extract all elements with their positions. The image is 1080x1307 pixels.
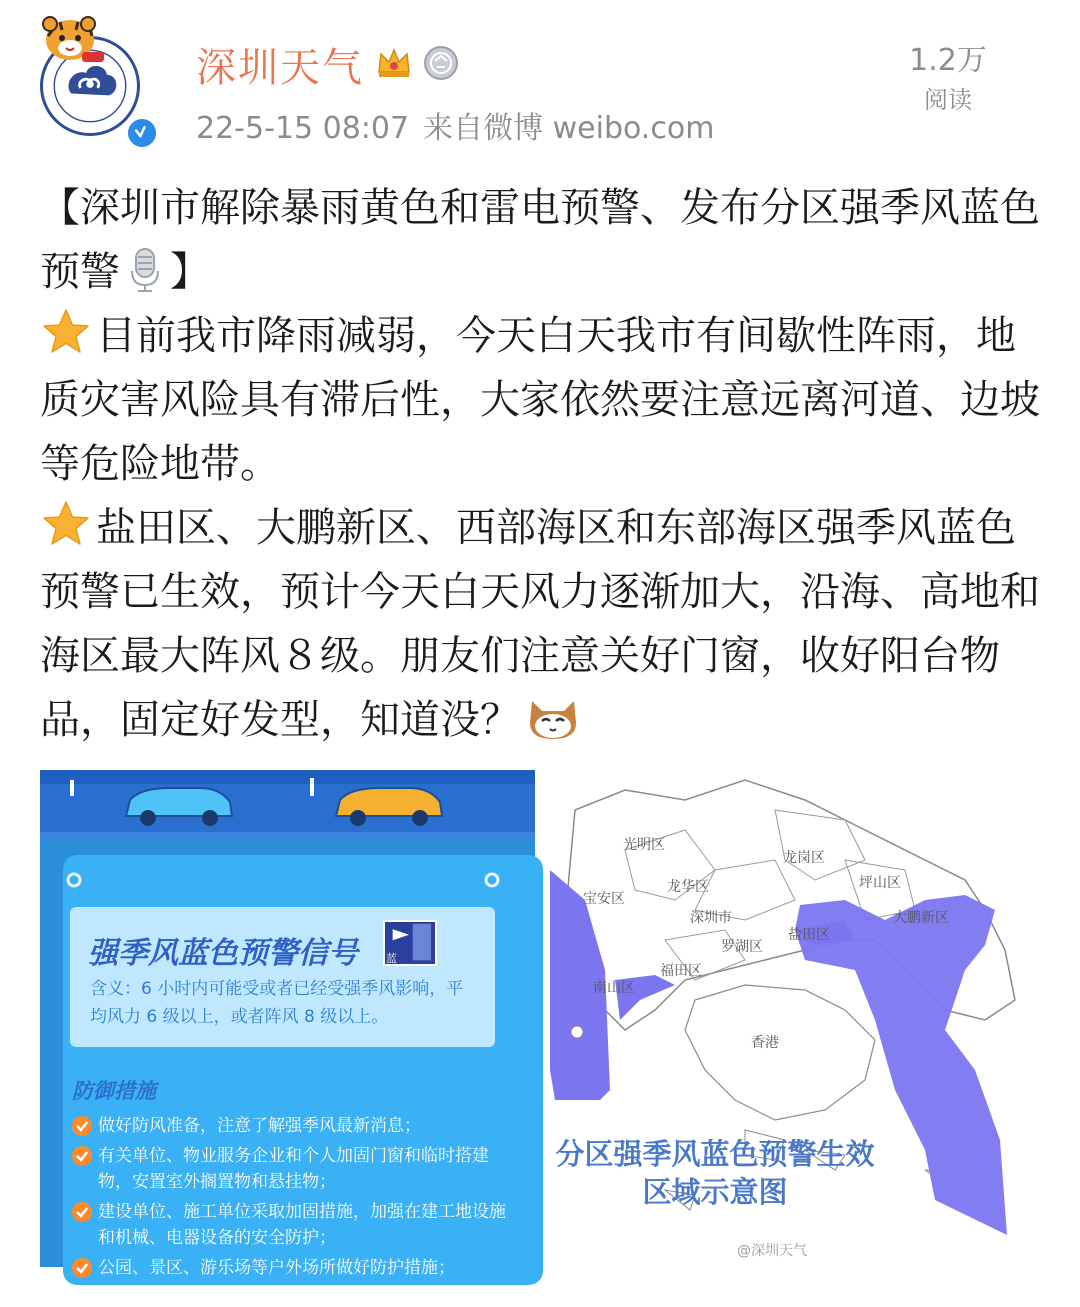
check-icon bbox=[72, 1258, 92, 1278]
signal-title: 强季风蓝色预警信号 bbox=[88, 936, 358, 971]
avatar[interactable] bbox=[30, 8, 160, 143]
measures-list bbox=[72, 1113, 512, 1285]
measure-text: 建设单位、施工单位采取加固措施，加强在建工地设施和机械、电器设备的安全防护； bbox=[98, 1202, 506, 1248]
map-caption-line2: 区域示意图 bbox=[642, 1175, 788, 1209]
district-label: 大鹏新区 bbox=[893, 910, 949, 926]
medal-icon[interactable] bbox=[422, 42, 460, 82]
district-label: 龙岗区 bbox=[783, 850, 825, 866]
district-label: 坪山区 bbox=[859, 875, 901, 891]
post-title-close: 】 bbox=[170, 249, 210, 295]
signal-badge-label: 蓝 bbox=[386, 952, 397, 965]
post-timestamp[interactable]: 22-5-15 08:07 bbox=[196, 111, 410, 146]
measure-text: 公园、景区、游乐场等户外场所做好防护措施； bbox=[98, 1258, 455, 1278]
post-paragraph-2-text: 盐田区、大鹏新区、西部海区和东部海区强季风蓝色预警已生效，预计今天白天风力逐渐加大，沿海、高地和海区最大阵风８级。朋友们注意关好门窗，收好阳台物品，固定好发型，知道没？ bbox=[40, 505, 1040, 743]
list-item bbox=[72, 1113, 512, 1139]
list-item bbox=[72, 1199, 512, 1251]
verified-badge-icon bbox=[125, 116, 159, 150]
district-label: 深圳市 bbox=[690, 910, 732, 926]
tiger-mascot-icon bbox=[30, 8, 110, 78]
list-item bbox=[72, 1143, 512, 1195]
district-label: 南山区 bbox=[593, 980, 635, 996]
star-emoji-icon bbox=[40, 308, 92, 356]
post-paragraph-1 bbox=[40, 304, 1040, 496]
post-title-text: 【深圳市解除暴雨黄色和雷电预警、发布分区强季风蓝色预警 bbox=[40, 185, 1040, 295]
district-label: 香港 bbox=[751, 1035, 779, 1051]
warning-map-image[interactable] bbox=[545, 770, 1040, 1267]
star-emoji-icon bbox=[40, 500, 92, 548]
crown-icon[interactable] bbox=[374, 42, 414, 82]
check-icon bbox=[72, 1146, 92, 1166]
signal-meaning: 含义：6 小时内可能受或者已经受强季风影响，平均风力 6 级以上，或者阵风 8 级以上。 bbox=[90, 979, 464, 1027]
post-title bbox=[40, 176, 1040, 304]
post-meta bbox=[196, 103, 728, 147]
post-source: 来自微博 weibo.com bbox=[423, 111, 715, 146]
measure-text: 有关单位、物业服务企业和个人加固门窗和临时搭建物，安置室外搁置物和悬挂物； bbox=[98, 1146, 489, 1192]
district-label: 福田区 bbox=[660, 963, 702, 979]
post-paragraph-2 bbox=[40, 496, 1040, 752]
post-body bbox=[40, 176, 1040, 752]
map-watermark: @深圳天气 bbox=[737, 1243, 807, 1259]
measure-text: 做好防风准备，注意了解强季风最新消息； bbox=[98, 1116, 421, 1136]
map-caption bbox=[545, 1135, 885, 1211]
read-count-label: 阅读 bbox=[924, 86, 972, 114]
district-label: 盐田区 bbox=[788, 927, 830, 943]
measures-title: 防御措施 bbox=[72, 1079, 156, 1103]
district-label: 光明区 bbox=[623, 837, 665, 853]
district-label: 罗湖区 bbox=[721, 939, 763, 955]
district-label: 宝安区 bbox=[583, 891, 625, 907]
user-name[interactable]: 深圳天气 bbox=[196, 45, 364, 91]
warning-signal-image[interactable] bbox=[40, 770, 535, 1278]
list-item bbox=[72, 1255, 512, 1281]
cat-emoji-icon bbox=[526, 693, 580, 743]
post-paragraph-1-text: 目前我市降雨减弱，今天白天我市有间歇性阵雨，地质灾害风险具有滞后性，大家依然要注意远离河道、边坡等危险地带。 bbox=[40, 313, 1040, 487]
district-label: 龙华区 bbox=[667, 879, 709, 895]
microphone-emoji-icon bbox=[126, 247, 164, 293]
map-caption-line1: 分区强季风蓝色预警生效 bbox=[555, 1137, 875, 1171]
read-count: 1.2万 bbox=[909, 43, 987, 78]
check-icon bbox=[72, 1116, 92, 1136]
check-icon bbox=[72, 1202, 92, 1222]
